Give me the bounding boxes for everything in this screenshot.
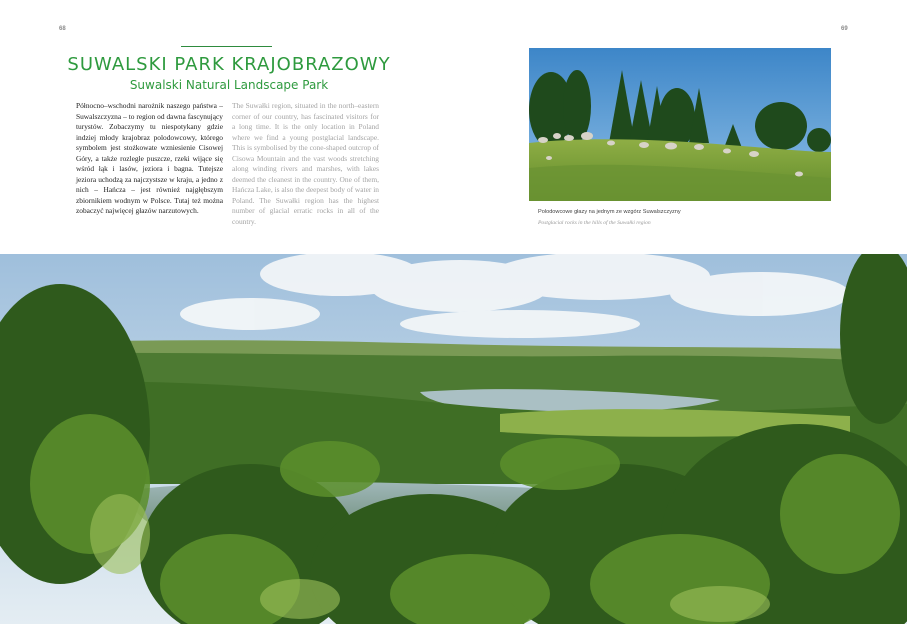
- photo-landscape-lakes: [0, 254, 907, 624]
- page-number-right: 69: [841, 26, 848, 32]
- body-text-english: The Suwałki region, situated in the north–eastern corner of our country, has fascinated visitors for a long time. It is the only location in Poland where we find a young postglacial landscape. This is symbolised by the cone-shaped outcrop of Cisowa Mountain and the vast woods stretching along winding rivers and marshes, with lakes deemed the cleanest in the country. One of them, Hańcza Lake, is also the deepest body of water in Poland. The Suwałki region has the highest number of glacial erratic rocks in all of the country.: [232, 101, 379, 226]
- photo-caption-english: Postglacial rocks in the hills of the Suwałki region: [538, 220, 651, 226]
- title-rule: [181, 46, 272, 47]
- page-subtitle: Suwalski Natural Landscape Park: [129, 78, 329, 92]
- page-title: SUWALSKI PARK KRAJOBRAZOWY: [67, 54, 391, 75]
- body-text-polish: Północno–wschodni narożnik naszego państwa – Suwalszczyzna – to region od dawna fascynujący turystów. Zobaczymy tu niespotykany gdzie indziej młody krajobraz polodowcowy, którego symbolem jest stożkowate wzniesienie Cisowej Góry, a także rozległe puszcze, rzeki wijące się wśród łąk i lasów, jeziora i bagna. Tutejsze jeziora uchodzą za najczystsze w kraju, a jedno z nich – Hańcza – jest również najgłębszym zbiornikiem wodnym w Polsce. Tutaj też można zobaczyć najwięcej głazów narzutowych.: [76, 101, 223, 215]
- photo-caption-polish: Polodowcowe głazy na jednym ze wzgórz Suwalszczyzny: [538, 209, 681, 215]
- page-number-left: 68: [59, 26, 66, 32]
- photo-glacial-rocks: [529, 48, 831, 201]
